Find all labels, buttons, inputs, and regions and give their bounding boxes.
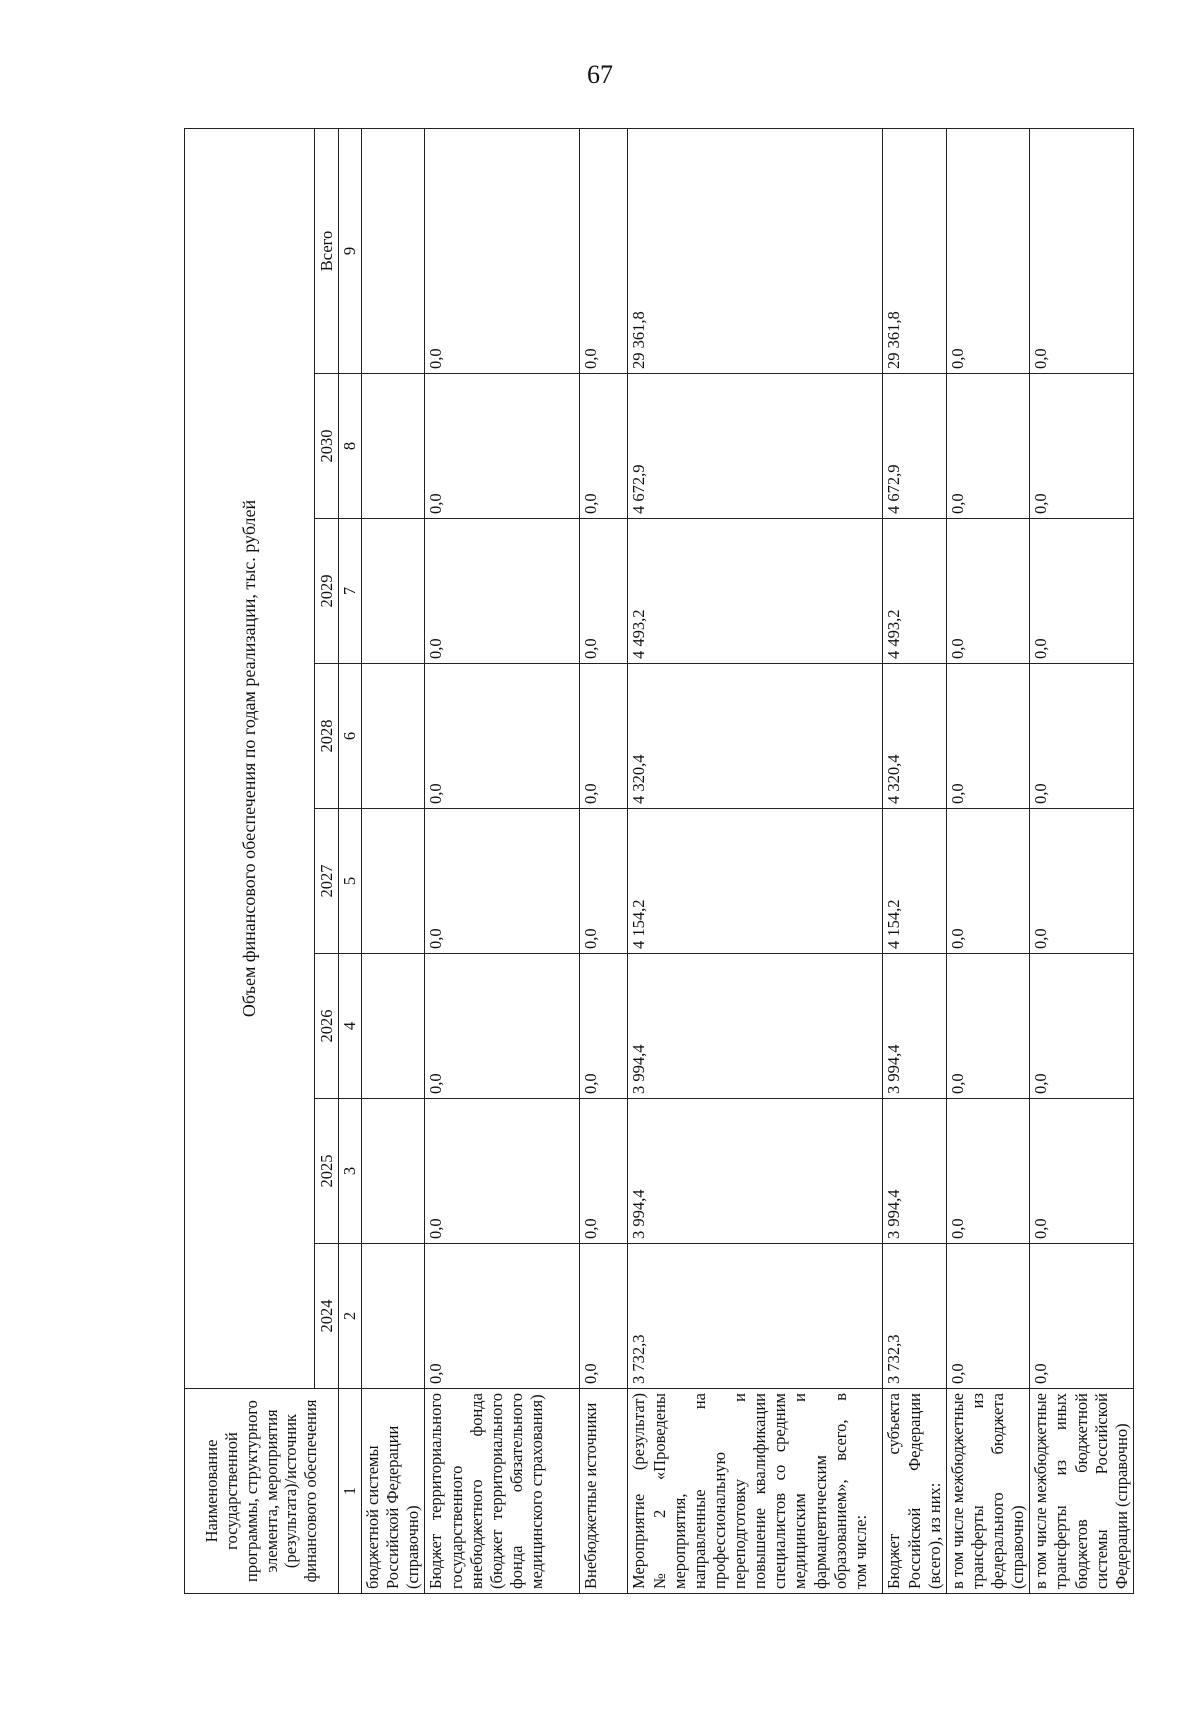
column-number: 3 [339, 1099, 362, 1244]
cell-total: 0,0 [1030, 128, 1134, 373]
cell-value: 0,0 [946, 1099, 1030, 1244]
row-name: в том числе межбюджетные трансферты из иных бюджетов бюджетной системы Российской Федерации (справочно) [1030, 1389, 1134, 1594]
column-number: 6 [339, 664, 362, 809]
cell-value: 0,0 [425, 1244, 580, 1389]
cell-value [362, 954, 425, 1099]
cell-value: 0,0 [425, 664, 580, 809]
cell-value: 0,0 [946, 809, 1030, 954]
cell-value: 3 732,3 [628, 1244, 883, 1389]
header-year: 2025 [315, 1099, 339, 1244]
header-year: 2026 [315, 954, 339, 1099]
table-row [580, 128, 628, 1593]
table-row [362, 128, 425, 1593]
header-year: 2024 [315, 1244, 339, 1389]
cell-value: 0,0 [1030, 809, 1134, 954]
cell-value: 4 672,9 [883, 374, 946, 519]
cell-total [362, 128, 425, 373]
cell-value: 0,0 [1030, 664, 1134, 809]
header-year: 2030 [315, 374, 339, 519]
row-name: Бюджет субъекта Российской Федерации (всего), из них: [883, 1389, 946, 1594]
row-name: в том числе межбюджетные трансферты из федерального бюджета (справочно) [946, 1389, 1030, 1594]
header-year: 2029 [315, 519, 339, 664]
cell-value: 0,0 [1030, 954, 1134, 1099]
column-number: 7 [339, 519, 362, 664]
table-row [628, 128, 883, 1593]
cell-value [362, 519, 425, 664]
cell-total: 29 361,8 [628, 128, 883, 373]
cell-value: 0,0 [1030, 374, 1134, 519]
cell-value: 0,0 [580, 664, 628, 809]
cell-value: 0,0 [946, 374, 1030, 519]
cell-value [362, 374, 425, 519]
table-row [1030, 128, 1134, 1593]
column-number: 1 [339, 1389, 362, 1594]
cell-value: 0,0 [425, 809, 580, 954]
row-name: Внебюджетные источники [580, 1389, 628, 1594]
cell-value: 0,0 [946, 664, 1030, 809]
cell-value: 3 994,4 [883, 1099, 946, 1244]
cell-value: 3 732,3 [883, 1244, 946, 1389]
cell-total: 0,0 [425, 128, 580, 373]
cell-value: 4 493,2 [883, 519, 946, 664]
cell-value: 3 994,4 [628, 1099, 883, 1244]
cell-value: 4 320,4 [628, 664, 883, 809]
cell-value: 0,0 [580, 1099, 628, 1244]
table-row [425, 128, 580, 1593]
cell-value: 0,0 [946, 1244, 1030, 1389]
row-name: Бюджет территориального государственного внебюджетного фонда (бюджет территориального фонда обязательного медицинского страхования) [425, 1389, 580, 1594]
cell-value: 0,0 [1030, 1244, 1134, 1389]
cell-value: 4 672,9 [628, 374, 883, 519]
header-row-main [185, 128, 315, 1593]
header-year: 2027 [315, 809, 339, 954]
cell-value: 0,0 [580, 374, 628, 519]
header-row-numbers [339, 128, 362, 1593]
page-number: 67 [587, 60, 613, 89]
cell-value [362, 1244, 425, 1389]
cell-value: 0,0 [425, 374, 580, 519]
table-row [883, 128, 946, 1593]
cell-value: 4 154,2 [883, 809, 946, 954]
cell-value [362, 809, 425, 954]
cell-value: 4 493,2 [628, 519, 883, 664]
header-name-column: Наименование государственной программы, структурного элемента, мероприятия (результата)/источник финансового обеспечения [185, 1389, 339, 1594]
column-number: 4 [339, 954, 362, 1099]
cell-value: 0,0 [425, 1099, 580, 1244]
cell-value: 3 994,4 [628, 954, 883, 1099]
cell-value: 0,0 [1030, 519, 1134, 664]
cell-value: 0,0 [1030, 1099, 1134, 1244]
cell-total: 0,0 [946, 128, 1030, 373]
header-volume: Объем финансового обеспечения по годам реализации, тыс. рублей [185, 128, 315, 1388]
cell-value: 4 154,2 [628, 809, 883, 954]
cell-value: 0,0 [425, 954, 580, 1099]
cell-value: 0,0 [946, 519, 1030, 664]
cell-value: 0,0 [580, 954, 628, 1099]
financing-table [184, 128, 1134, 1594]
column-number: 8 [339, 374, 362, 519]
cell-value: 0,0 [580, 1244, 628, 1389]
row-name: Мероприятие (результат) № 2 «Проведены мероприятия, направленные на профессиональную переподготовку и повышение квалификации специалистов со средним медицинским и фармацевтическим образованием», всего, в том числе: [628, 1389, 883, 1594]
header-year: 2028 [315, 664, 339, 809]
row-name: бюджетной системы Российской Федерации (справочно) [362, 1389, 425, 1594]
cell-total: 0,0 [580, 128, 628, 373]
column-number: 2 [339, 1244, 362, 1389]
cell-value: 0,0 [946, 954, 1030, 1099]
cell-value: 0,0 [425, 519, 580, 664]
header-total: Всего [315, 128, 339, 373]
cell-total: 29 361,8 [883, 128, 946, 373]
cell-value [362, 664, 425, 809]
cell-value [362, 1099, 425, 1244]
cell-value: 0,0 [580, 809, 628, 954]
cell-value: 3 994,4 [883, 954, 946, 1099]
cell-value: 4 320,4 [883, 664, 946, 809]
column-number: 9 [339, 128, 362, 373]
column-number: 5 [339, 809, 362, 954]
rotated-table-container [184, 129, 1131, 1594]
cell-value: 0,0 [580, 519, 628, 664]
header-row-years [315, 128, 339, 1593]
table-row [946, 128, 1030, 1593]
